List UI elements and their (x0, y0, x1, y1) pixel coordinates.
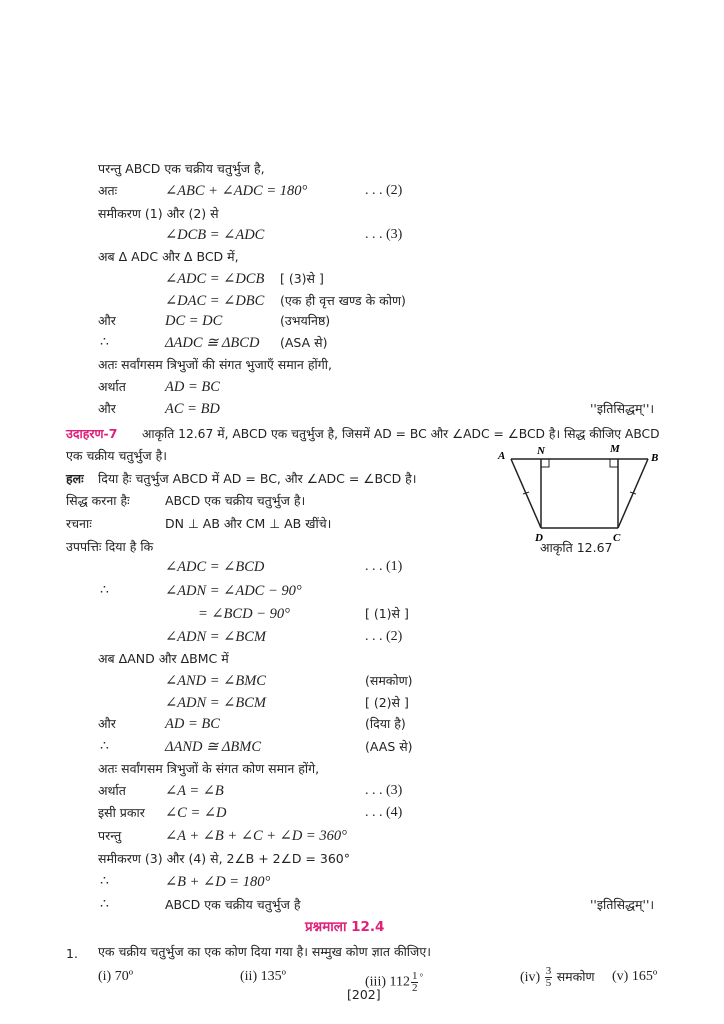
text-line: समीकरण (1) और (2) से (98, 206, 219, 221)
option: (i) 70º (98, 969, 134, 984)
therefore: ∴ (100, 583, 109, 598)
to-prove-text: ABCD एक चक्रीय चतुर्भुज है। (165, 493, 306, 508)
label-c: C (613, 532, 621, 544)
text-line: अब Δ ADC और Δ BCD में, (98, 249, 239, 264)
text-line: अब ΔAND और ΔBMC में (98, 651, 229, 666)
equation-number: . . . (2) (365, 629, 403, 644)
construction-text: DN ⊥ AB और CM ⊥ AB खींचे। (165, 516, 332, 531)
given-text: दिया हैः चतुर्भुज ABCD में AD = BC, और ∠ADC = ∠BCD है। (98, 471, 417, 486)
equation: ∠ADN = ∠BCM (165, 695, 266, 711)
equation: ΔAND ≅ ΔBMC (165, 739, 262, 755)
equation: ∠ADC = ∠BCD (165, 559, 265, 575)
text-line: और (98, 716, 116, 731)
equation: ∠AND = ∠BMC (165, 673, 266, 689)
equation: AD = BC (165, 716, 220, 732)
question-number: 1. (66, 946, 78, 961)
equation: ∠A = ∠B (165, 783, 224, 799)
right-angle-m (610, 459, 618, 467)
option: (iii) 112 $\frac{1}{2}$ ° (365, 969, 424, 994)
reason: (AAS से) (365, 739, 413, 754)
equation: ∠A + ∠B + ∠C + ∠D = 360° (165, 828, 347, 844)
text-line: और (98, 313, 116, 328)
label-n: N (537, 445, 545, 457)
therefore: ∴ (100, 897, 109, 912)
solution-label: हलः (66, 471, 84, 486)
equation: DC = DC (165, 313, 223, 329)
option: (ii) 135º (240, 969, 286, 984)
reason: [ (2)से ] (365, 695, 409, 710)
equation-number: . . . (2) (365, 183, 403, 198)
equation: ∠C = ∠D (165, 805, 227, 821)
equation-number: . . . (1) (365, 559, 403, 574)
label-b: B (651, 452, 659, 464)
equation: ∠DCB = ∠ADC (165, 227, 265, 243)
option: (v) 165º (612, 969, 658, 984)
reason: [ (3)से ] (280, 271, 324, 286)
equation: ∠ADN = ∠BCM (165, 629, 266, 645)
qed: ''इतिसिद्धम्''। (590, 897, 655, 912)
equation: ∠DAC = ∠DBC (165, 293, 265, 309)
qed: ''इतिसिद्धम्''। (590, 401, 655, 416)
reason: [ (1)से ] (365, 606, 409, 621)
equation: ∠ADC = ∠DCB (165, 271, 265, 287)
to-prove-label: सिद्ध करना हैः (66, 493, 130, 508)
right-angle-n (541, 459, 549, 467)
text-line: और (98, 401, 116, 416)
equation: ∠B + ∠D = 180° (165, 874, 271, 890)
therefore: ∴ (100, 739, 109, 754)
text-line: अर्थात (98, 783, 126, 798)
text-line: अतः (98, 183, 118, 198)
equation: AC = BD (165, 401, 220, 417)
text-line: अर्थात (98, 379, 126, 394)
construction-label: रचनाः (66, 516, 92, 531)
example-text: आकृति 12.67 में, ABCD एक चतुर्भुज है, जिसमें AD = BC और ∠ADC = ∠BCD है। सिद्ध कीजिए ABCD (142, 427, 660, 441)
label-a: A (498, 450, 506, 462)
text-line: परन्तु (98, 828, 122, 843)
reason: (दिया है) (365, 716, 406, 731)
therefore: ∴ (100, 874, 109, 889)
option: (iv) $\frac{3}{5}$ समकोण (520, 965, 595, 990)
text-line: अतः सर्वांगसम त्रिभुजों के संगत कोण समान होंगे, (98, 761, 320, 776)
equation-number: . . . (4) (365, 805, 403, 820)
equation: = ∠BCD − 90° (198, 606, 290, 622)
reason: (एक ही वृत्त खण्ड के कोण) (280, 293, 406, 308)
exercise-title: प्रश्नमाला 12.4 (305, 919, 385, 935)
reason: (उभयनिष्ठ) (280, 313, 331, 328)
label-m: M (610, 443, 620, 455)
page-number: [202] (347, 987, 381, 1002)
equation: ΔADC ≅ ΔBCD (165, 335, 260, 351)
text-line: परन्तु ABCD एक चक्रीय चतुर्भुज है, (98, 161, 265, 176)
equation: ∠ABC + ∠ADC = 180° (165, 183, 308, 199)
example-label: उदाहरण-7 (66, 426, 118, 441)
label-d: D (535, 532, 543, 544)
proof-label: उपपत्तिः दिया है कि (66, 539, 154, 554)
equation-number: . . . (3) (365, 227, 403, 242)
equation-number: . . . (3) (365, 783, 403, 798)
reason: (ASA से) (280, 335, 328, 350)
text-line: इसी प्रकार (98, 805, 145, 820)
reason: (समकोण) (365, 673, 413, 688)
example-text: एक चक्रीय चतुर्भुज है। (66, 448, 167, 463)
text-line: ABCD एक चक्रीय चतुर्भुज है (165, 897, 301, 912)
text-line: समीकरण (3) और (4) से, 2∠B + 2∠D = 360° (98, 851, 350, 866)
equation: AD = BC (165, 379, 220, 395)
therefore: ∴ (100, 335, 109, 350)
text-line: अतः सर्वांगसम त्रिभुजों की संगत भुजाएँ समान होंगी, (98, 357, 332, 372)
question-text: एक चक्रीय चतुर्भुज का एक कोण दिया गया है। सम्मुख कोण ज्ञात कीजिए। (98, 944, 431, 959)
figure-caption: आकृति 12.67 (540, 540, 613, 555)
equation: ∠ADN = ∠ADC − 90° (165, 583, 302, 599)
